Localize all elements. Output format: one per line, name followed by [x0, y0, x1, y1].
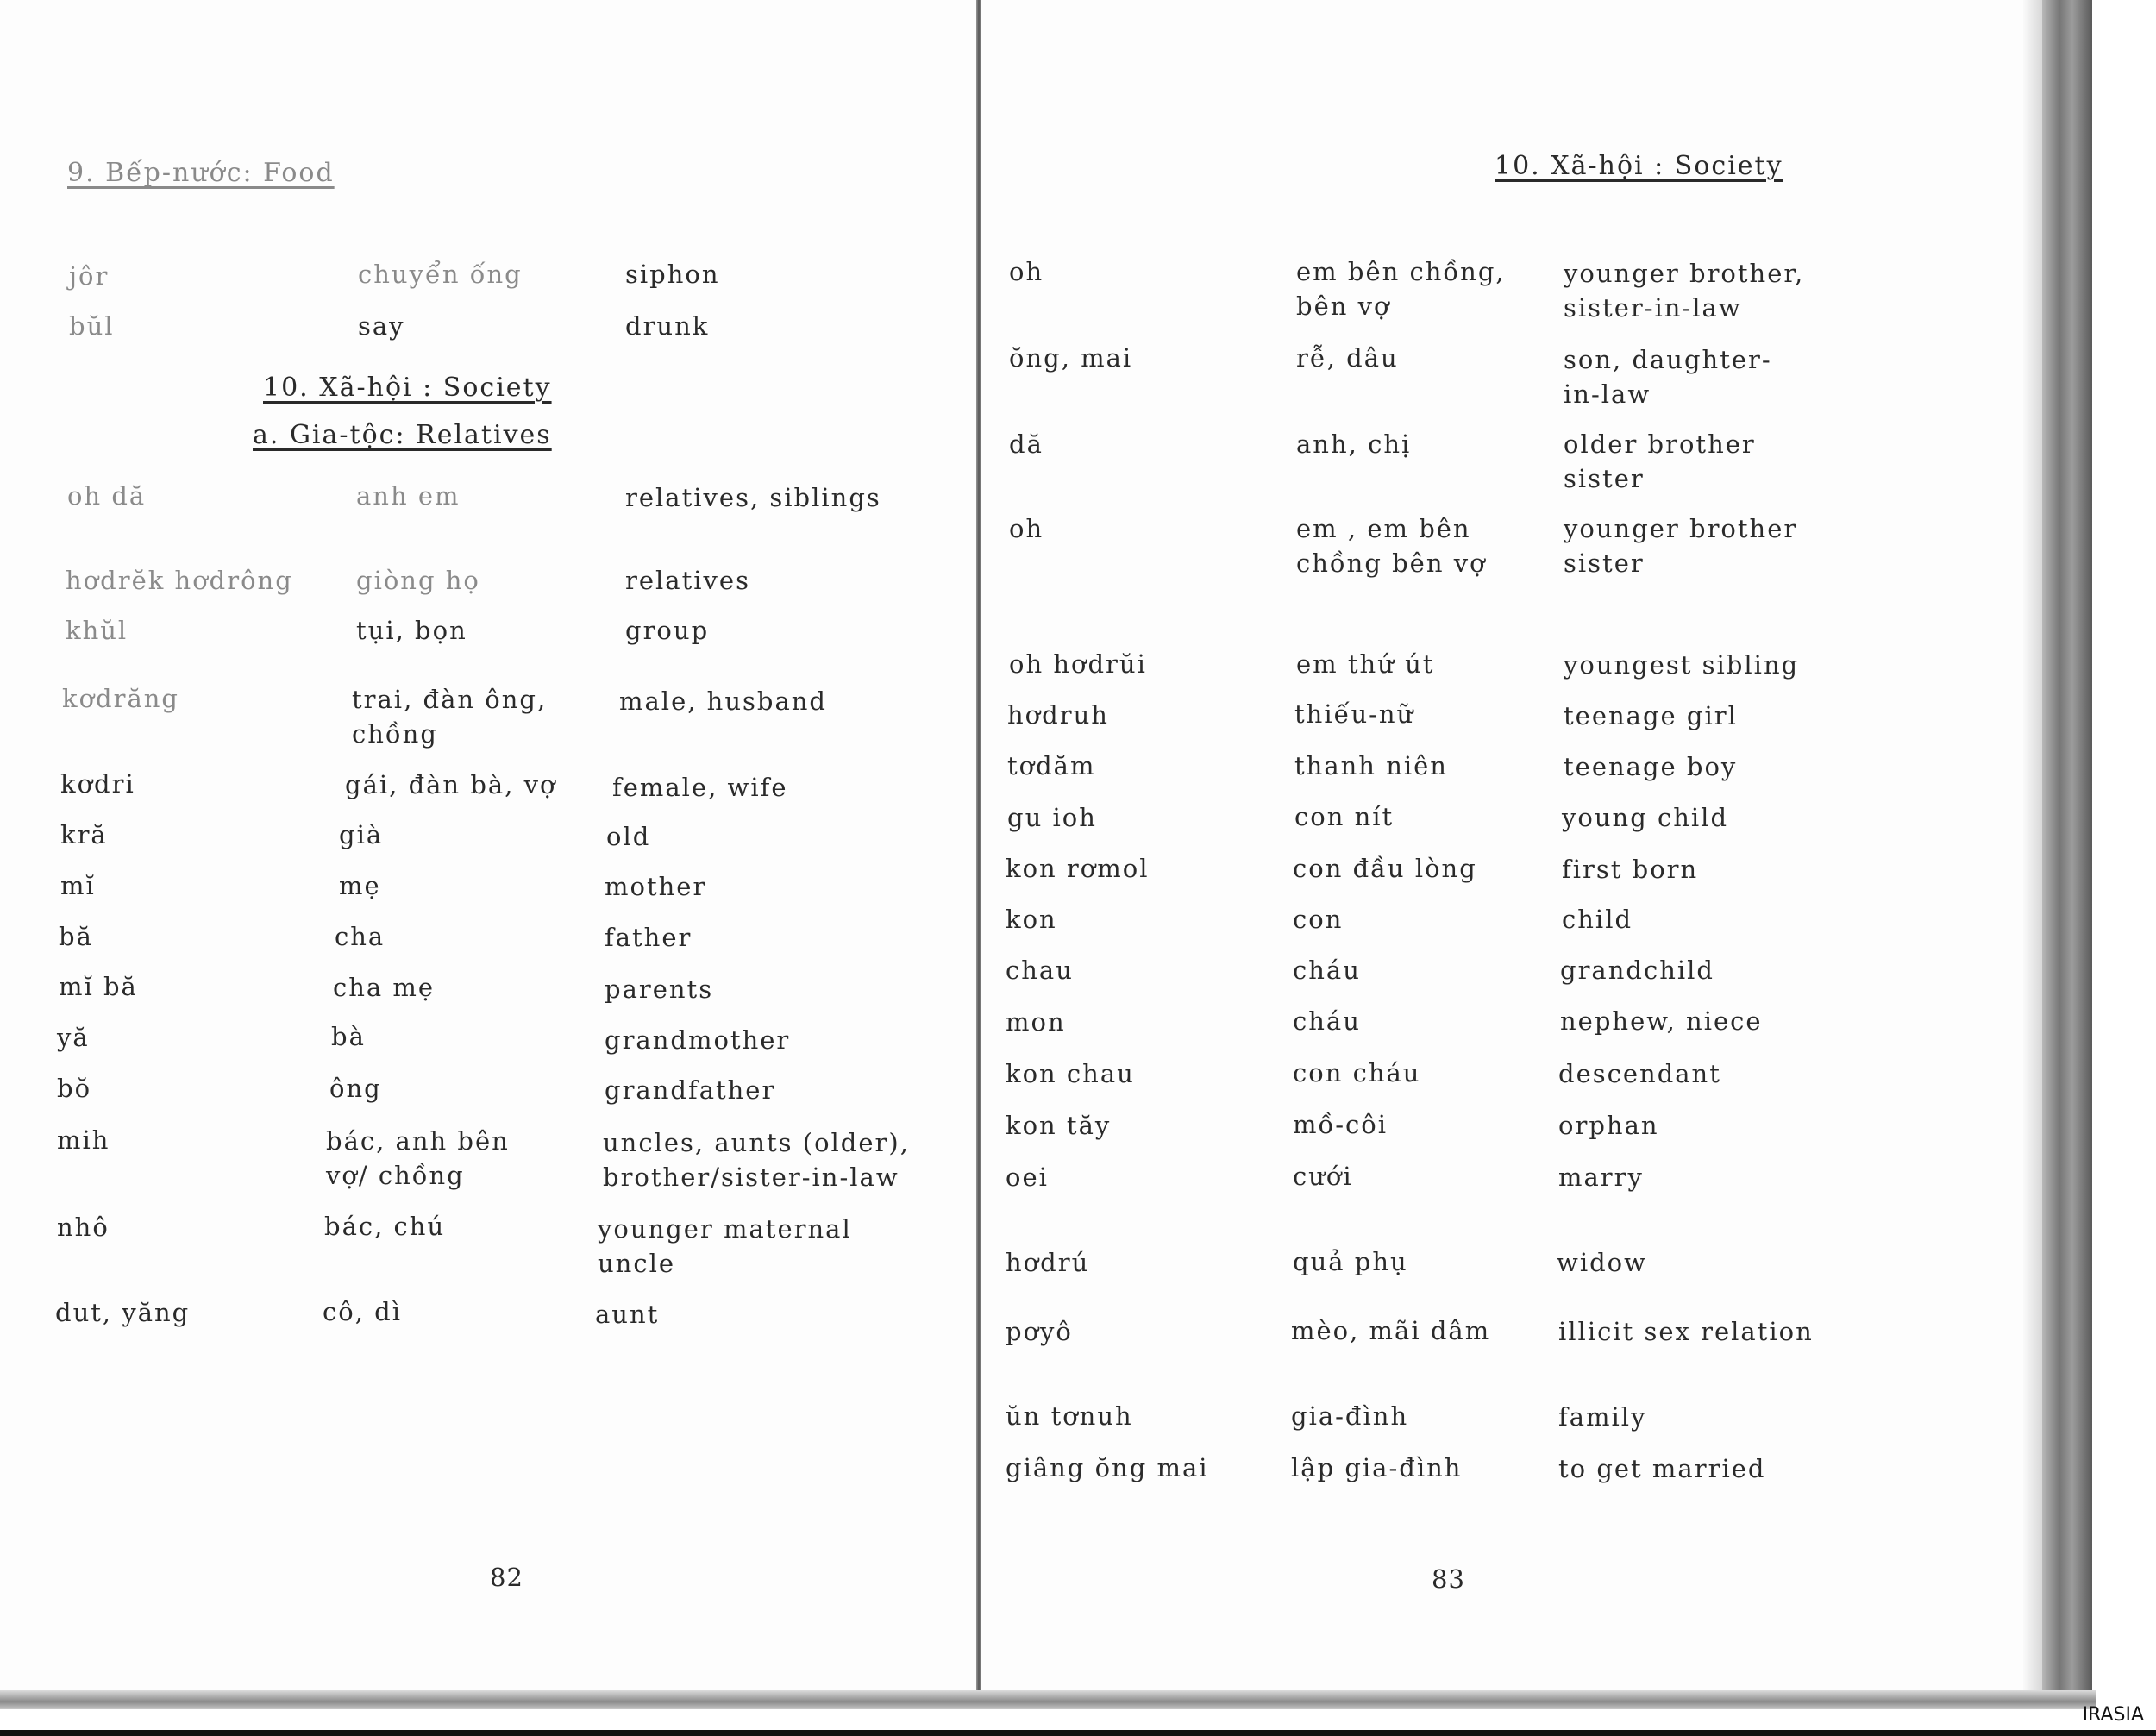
bottom-border: [0, 1730, 2156, 1736]
vietnamese: giòng họ: [356, 566, 480, 595]
vietnamese: cưới: [1293, 1162, 1353, 1191]
english: siphon: [625, 260, 720, 289]
section-heading-society-right: 10. Xã-hội : Society: [1495, 151, 1783, 181]
english: young child: [1562, 803, 1729, 832]
term: mon: [1006, 1007, 1066, 1037]
term: ŭn tơnuh: [1006, 1401, 1133, 1431]
vietnamese: anh, chị: [1296, 429, 1412, 459]
english: youngest sibling: [1564, 650, 1800, 680]
term: khŭl: [66, 616, 128, 645]
section-heading-society: 10. Xã-hội : Society: [263, 373, 552, 403]
english: child: [1562, 905, 1633, 934]
vietnamese: cháu: [1293, 956, 1361, 985]
english: female, wife: [612, 773, 788, 802]
vietnamese: say: [358, 311, 405, 341]
english: uncles, aunts (older), brother/sister-in-law: [603, 1128, 910, 1192]
vietnamese: con cháu: [1293, 1058, 1421, 1087]
vietnamese: rễ, dâu: [1296, 343, 1399, 373]
vietnamese: anh em: [356, 481, 461, 511]
term: tơdăm: [1007, 751, 1096, 780]
vietnamese: mồ-côi: [1293, 1110, 1388, 1139]
term: oh: [1009, 514, 1044, 543]
term: kon tăy: [1006, 1111, 1112, 1140]
vietnamese: con đầu lòng: [1293, 854, 1477, 883]
vietnamese: bác, anh bên vợ/ chồng: [326, 1126, 510, 1190]
term: hơdruh: [1007, 700, 1109, 730]
left-page: [0, 0, 976, 1695]
term: bŭl: [69, 311, 115, 341]
vietnamese: chuyển ống: [358, 260, 523, 289]
vietnamese: bà: [331, 1022, 366, 1051]
term: oh hơdrŭi: [1009, 649, 1147, 679]
book-gutter: [976, 0, 981, 1703]
english: descendant: [1558, 1059, 1721, 1088]
term: dă: [1009, 429, 1044, 459]
term: chau: [1006, 956, 1074, 985]
vietnamese: lập gia-đình: [1291, 1453, 1463, 1482]
term: jôr: [69, 261, 110, 291]
term: giâng ŏng mai: [1006, 1453, 1209, 1482]
english: mother: [605, 872, 707, 901]
english: younger brother, sister-in-law: [1564, 259, 1805, 323]
vietnamese: em thứ út: [1296, 649, 1435, 679]
term: kon chau: [1006, 1059, 1135, 1088]
page-number-right: 83: [1432, 1564, 1465, 1594]
vietnamese: em , em bên chồng bên vợ: [1296, 514, 1487, 578]
english: widow: [1557, 1248, 1647, 1277]
vietnamese: em bên chồng, bên vợ: [1296, 257, 1506, 321]
english: grandfather: [605, 1075, 776, 1105]
page-edge-highlight: [2023, 0, 2042, 1699]
term: mĭ bă: [59, 972, 138, 1001]
term: yă: [57, 1023, 90, 1052]
vietnamese: gái, đàn bà, vợ: [345, 770, 557, 799]
english: to get married: [1558, 1454, 1766, 1483]
vietnamese: cha: [335, 922, 385, 951]
english: group: [625, 616, 710, 645]
english: teenage girl: [1564, 701, 1738, 730]
english: first born: [1562, 855, 1699, 884]
term: dut, yăng: [55, 1298, 191, 1327]
vietnamese: ông: [329, 1074, 382, 1103]
term: hơdrú: [1006, 1248, 1090, 1277]
vietnamese: gia-đình: [1291, 1401, 1409, 1431]
term: ŏng, mai: [1009, 343, 1133, 373]
english: nephew, niece: [1560, 1006, 1763, 1036]
english: relatives: [625, 566, 750, 595]
vietnamese: cô, dì: [323, 1297, 402, 1326]
term: gu ioh: [1007, 803, 1097, 832]
term: pơyô: [1006, 1317, 1073, 1346]
page-number-left: 82: [490, 1563, 523, 1592]
english: grandchild: [1560, 956, 1714, 985]
vietnamese: thanh niên: [1294, 751, 1448, 780]
vietnamese: cháu: [1293, 1006, 1361, 1036]
term: kră: [60, 820, 108, 849]
english: parents: [605, 975, 714, 1004]
english: old: [606, 822, 651, 851]
vietnamese: trai, đàn ông, chồng: [352, 685, 548, 749]
vietnamese: con nít: [1294, 802, 1395, 831]
english: illicit sex relation: [1558, 1317, 1814, 1346]
vietnamese: mẹ: [339, 871, 381, 900]
english: younger maternal uncle: [598, 1214, 852, 1278]
english: son, daughter- in-law: [1564, 345, 1772, 409]
term: bŏ: [57, 1074, 92, 1103]
vietnamese: mèo, mãi dâm: [1291, 1316, 1491, 1345]
book-edge-shadow: [2042, 0, 2092, 1699]
english: younger brother sister: [1564, 514, 1798, 578]
english: aunt: [595, 1300, 660, 1329]
term: kơdrăng: [62, 684, 179, 713]
english: relatives, siblings: [625, 483, 881, 512]
english: grandmother: [605, 1025, 791, 1055]
english: teenage boy: [1564, 752, 1738, 781]
bottom-page-shadow: [0, 1690, 2096, 1709]
english: marry: [1558, 1163, 1644, 1192]
vietnamese: bác, chú: [324, 1212, 446, 1241]
vietnamese: thiếu-nữ: [1294, 699, 1415, 729]
english: male, husband: [619, 686, 827, 716]
term: mĭ: [60, 871, 96, 900]
term: kon rơmol: [1006, 854, 1150, 883]
term: kơdri: [60, 769, 135, 799]
vietnamese: con: [1293, 905, 1344, 934]
term: bă: [59, 922, 93, 951]
term: hơdrĕk hơdrông: [66, 566, 293, 595]
vietnamese: cha mẹ: [333, 973, 436, 1002]
vietnamese: già: [339, 820, 384, 849]
vietnamese: quả phụ: [1293, 1247, 1408, 1276]
term: oh: [1009, 257, 1044, 286]
english: older brother sister: [1564, 429, 1756, 493]
watermark: IRASIA: [2082, 1704, 2144, 1726]
term: kon: [1006, 905, 1057, 934]
term: nhô: [57, 1213, 110, 1242]
section-heading-food: 9. Bếp-nước: Food: [67, 158, 335, 188]
term: mih: [57, 1125, 110, 1155]
english: drunk: [625, 311, 710, 341]
subsection-heading-relatives: a. Gia-tộc: Relatives: [253, 420, 552, 450]
english: orphan: [1558, 1111, 1659, 1140]
english: father: [605, 923, 693, 952]
vietnamese: tụi, bọn: [356, 616, 467, 645]
english: family: [1558, 1402, 1647, 1432]
term: oei: [1006, 1163, 1049, 1192]
term: oh dă: [67, 481, 147, 511]
